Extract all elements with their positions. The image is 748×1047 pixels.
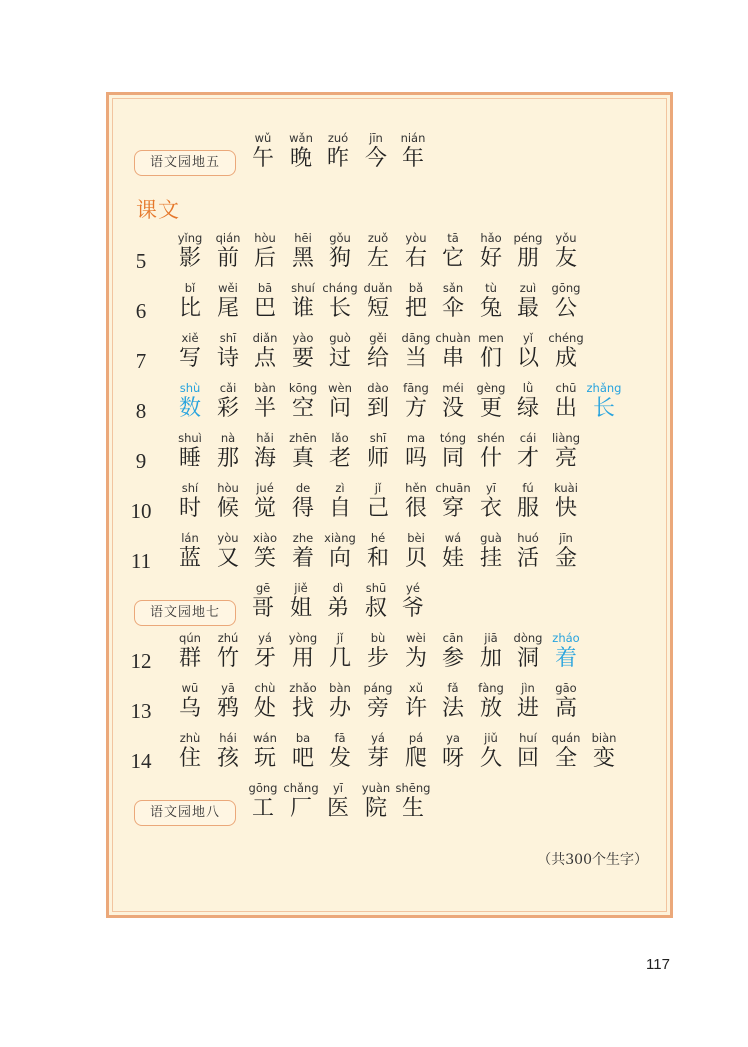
hanzi: 穿 bbox=[441, 496, 464, 521]
hanzi: 谁 bbox=[291, 296, 314, 321]
pinyin: xiào bbox=[252, 531, 278, 545]
pinyin: wèn bbox=[328, 381, 352, 395]
hanzi: 们 bbox=[479, 346, 502, 371]
pinyin: bàn bbox=[329, 681, 351, 695]
hanzi: 过 bbox=[328, 346, 351, 371]
hanzi: 医 bbox=[326, 796, 349, 821]
lesson-number: 12 bbox=[130, 649, 152, 673]
char-cell bbox=[548, 431, 584, 481]
pinyin: liàng bbox=[551, 431, 581, 445]
hanzi: 黑 bbox=[291, 246, 314, 271]
lesson-row bbox=[109, 481, 670, 531]
lesson-row bbox=[109, 431, 670, 481]
hanzi: 今 bbox=[364, 146, 387, 171]
pinyin: bàn bbox=[254, 381, 276, 395]
pinyin: wǔ bbox=[254, 131, 272, 145]
hanzi: 生 bbox=[401, 796, 424, 821]
hanzi: 姐 bbox=[289, 596, 312, 621]
hanzi: 没 bbox=[441, 396, 464, 421]
hanzi: 哥 bbox=[251, 596, 274, 621]
lesson-number: 13 bbox=[130, 699, 152, 723]
pinyin: dào bbox=[367, 381, 389, 395]
pinyin: fā bbox=[334, 731, 346, 745]
hanzi: 许 bbox=[404, 696, 427, 721]
pinyin: yòu bbox=[217, 531, 239, 545]
hanzi: 好 bbox=[479, 246, 502, 271]
char-cell-highlighted bbox=[548, 631, 584, 681]
hanzi: 鸦 bbox=[216, 696, 239, 721]
hanzi: 牙 bbox=[253, 646, 276, 671]
hanzi: 挂 bbox=[479, 546, 502, 571]
pinyin: qián bbox=[215, 231, 241, 245]
char-cell bbox=[395, 581, 431, 631]
hanzi: 以 bbox=[516, 346, 539, 371]
hanzi: 服 bbox=[516, 496, 539, 521]
hanzi: 空 bbox=[291, 396, 314, 421]
pinyin: gāo bbox=[555, 681, 577, 695]
hanzi: 己 bbox=[366, 496, 389, 521]
char-cell bbox=[548, 331, 584, 381]
pinyin: bā bbox=[257, 281, 273, 295]
pinyin: jiě bbox=[294, 581, 308, 595]
pinyin: dāng bbox=[401, 331, 431, 345]
hanzi: 彩 bbox=[216, 396, 239, 421]
pinyin: hái bbox=[219, 731, 237, 745]
pinyin: nián bbox=[400, 131, 426, 145]
pinyin: jiǔ bbox=[484, 731, 498, 745]
hanzi: 右 bbox=[404, 246, 427, 271]
pinyin: ya bbox=[446, 731, 460, 745]
hanzi: 叔 bbox=[364, 596, 387, 621]
pinyin: biàn bbox=[591, 731, 617, 745]
total-note: （共300个生字） bbox=[537, 852, 648, 868]
pinyin: hēi bbox=[294, 231, 312, 245]
pinyin: jìn bbox=[521, 681, 535, 695]
hanzi: 前 bbox=[216, 246, 239, 271]
hanzi: 友 bbox=[554, 246, 577, 271]
hanzi: 厂 bbox=[289, 796, 312, 821]
hanzi: 步 bbox=[366, 646, 389, 671]
hanzi: 问 bbox=[328, 396, 351, 421]
pinyin: hé bbox=[370, 531, 386, 545]
char-table-frame bbox=[106, 92, 673, 918]
pinyin: chéng bbox=[548, 331, 584, 345]
lesson-row bbox=[109, 531, 670, 581]
pinyin: zhú bbox=[217, 631, 239, 645]
pinyin: wǎn bbox=[289, 131, 313, 145]
hanzi: 加 bbox=[479, 646, 502, 671]
char-cell bbox=[395, 131, 431, 181]
hanzi: 吗 bbox=[404, 446, 427, 471]
hanzi: 那 bbox=[216, 446, 239, 471]
hanzi: 进 bbox=[516, 696, 539, 721]
pinyin: péng bbox=[513, 231, 543, 245]
pinyin: bǐ bbox=[184, 281, 196, 295]
pinyin: sǎn bbox=[442, 281, 464, 295]
pinyin: xiàng bbox=[324, 531, 356, 545]
hanzi: 影 bbox=[178, 246, 201, 271]
pinyin: zì bbox=[335, 481, 345, 495]
hanzi: 快 bbox=[554, 496, 577, 521]
hanzi: 长 bbox=[592, 396, 615, 421]
pinyin: dòng bbox=[513, 631, 543, 645]
hanzi: 狗 bbox=[328, 246, 351, 271]
pinyin: yuàn bbox=[361, 781, 391, 795]
section-title: 课文 bbox=[136, 198, 180, 222]
hanzi: 同 bbox=[441, 446, 464, 471]
hanzi: 兔 bbox=[479, 296, 502, 321]
hanzi: 才 bbox=[516, 446, 539, 471]
hanzi: 候 bbox=[216, 496, 239, 521]
pinyin: gōng bbox=[551, 281, 581, 295]
hanzi: 觉 bbox=[253, 496, 276, 521]
hanzi: 方 bbox=[404, 396, 427, 421]
pinyin: huí bbox=[519, 731, 537, 745]
pinyin: gěi bbox=[369, 331, 387, 345]
hanzi: 海 bbox=[253, 446, 276, 471]
hanzi: 晚 bbox=[289, 146, 312, 171]
hanzi: 后 bbox=[253, 246, 276, 271]
hanzi: 娃 bbox=[441, 546, 464, 571]
hanzi: 金 bbox=[554, 546, 577, 571]
hanzi: 睡 bbox=[178, 446, 201, 471]
char-cell bbox=[586, 731, 622, 781]
hanzi: 伞 bbox=[441, 296, 464, 321]
pinyin: zuó bbox=[327, 131, 349, 145]
pinyin: shuí bbox=[291, 281, 315, 295]
hanzi: 更 bbox=[479, 396, 502, 421]
hanzi: 半 bbox=[253, 396, 276, 421]
garden-badge: 语文园地八 bbox=[134, 800, 236, 826]
pinyin: wū bbox=[181, 681, 199, 695]
pinyin: fú bbox=[522, 481, 534, 495]
hanzi: 亮 bbox=[554, 446, 577, 471]
lesson-row bbox=[109, 281, 670, 331]
hanzi: 师 bbox=[366, 446, 389, 471]
pinyin: zuǒ bbox=[367, 231, 389, 245]
pinyin: yá bbox=[258, 631, 272, 645]
pinyin: dì bbox=[332, 581, 344, 595]
hanzi: 高 bbox=[554, 696, 577, 721]
hanzi: 群 bbox=[178, 646, 201, 671]
pinyin: huó bbox=[517, 531, 539, 545]
pinyin: jǐ bbox=[336, 631, 344, 645]
pinyin: lǜ bbox=[522, 381, 534, 395]
hanzi: 工 bbox=[251, 796, 274, 821]
hanzi: 爷 bbox=[401, 596, 424, 621]
pinyin: shén bbox=[477, 431, 505, 445]
pinyin: tóng bbox=[439, 431, 467, 445]
pinyin: ba bbox=[295, 731, 311, 745]
hanzi: 真 bbox=[291, 446, 314, 471]
pinyin: ma bbox=[406, 431, 426, 445]
hanzi: 笑 bbox=[253, 546, 276, 571]
hanzi: 向 bbox=[328, 546, 351, 571]
hanzi: 串 bbox=[441, 346, 464, 371]
pinyin: fāng bbox=[403, 381, 429, 395]
hanzi: 院 bbox=[364, 796, 387, 821]
pinyin: yī bbox=[485, 481, 496, 495]
pinyin: chuān bbox=[435, 481, 471, 495]
pinyin: gǒu bbox=[329, 231, 351, 245]
pinyin: kōng bbox=[288, 381, 318, 395]
garden-badge: 语文园地五 bbox=[134, 150, 236, 176]
pinyin: hòu bbox=[254, 231, 276, 245]
hanzi: 为 bbox=[404, 646, 427, 671]
pinyin: jué bbox=[256, 481, 274, 495]
pinyin: gèng bbox=[476, 381, 506, 395]
garden-row bbox=[109, 131, 670, 181]
hanzi: 点 bbox=[253, 346, 276, 371]
pinyin: duǎn bbox=[363, 281, 393, 295]
pinyin: wán bbox=[253, 731, 277, 745]
pinyin: fǎ bbox=[447, 681, 459, 695]
pinyin: shēng bbox=[395, 781, 431, 795]
hanzi: 找 bbox=[291, 696, 314, 721]
pinyin: shuì bbox=[178, 431, 202, 445]
lesson-number: 6 bbox=[135, 299, 147, 323]
lesson-number: 11 bbox=[130, 549, 152, 573]
hanzi: 着 bbox=[291, 546, 314, 571]
pinyin: jiā bbox=[484, 631, 498, 645]
pinyin: chuàn bbox=[435, 331, 471, 345]
pinyin: yòng bbox=[288, 631, 318, 645]
hanzi: 老 bbox=[328, 446, 351, 471]
hanzi: 很 bbox=[404, 496, 427, 521]
pinyin: hòu bbox=[217, 481, 239, 495]
pinyin: wá bbox=[444, 531, 462, 545]
pinyin: yǒu bbox=[555, 231, 577, 245]
pinyin: xiě bbox=[181, 331, 199, 345]
hanzi: 尾 bbox=[216, 296, 239, 321]
pinyin: wěi bbox=[218, 281, 238, 295]
pinyin: zhù bbox=[179, 731, 201, 745]
pinyin: bǎ bbox=[408, 281, 424, 295]
pinyin: hǎo bbox=[480, 231, 502, 245]
garden-row bbox=[109, 781, 670, 831]
hanzi: 左 bbox=[366, 246, 389, 271]
pinyin: yī bbox=[332, 781, 343, 795]
pinyin: qún bbox=[179, 631, 201, 645]
pinyin: jīn bbox=[369, 131, 383, 145]
pinyin: jǐ bbox=[374, 481, 382, 495]
pinyin: bèi bbox=[407, 531, 425, 545]
hanzi: 成 bbox=[554, 346, 577, 371]
hanzi: 久 bbox=[479, 746, 502, 771]
pinyin: chù bbox=[254, 681, 276, 695]
pinyin: bù bbox=[370, 631, 386, 645]
hanzi: 法 bbox=[441, 696, 464, 721]
pinyin: cǎi bbox=[219, 381, 237, 395]
hanzi: 吧 bbox=[291, 746, 314, 771]
hanzi: 几 bbox=[328, 646, 351, 671]
pinyin: diǎn bbox=[252, 331, 278, 345]
hanzi: 和 bbox=[366, 546, 389, 571]
hanzi: 玩 bbox=[253, 746, 276, 771]
pinyin: zhǎng bbox=[586, 381, 622, 395]
hanzi: 活 bbox=[516, 546, 539, 571]
garden-row bbox=[109, 581, 670, 631]
lesson-row bbox=[109, 731, 670, 781]
pinyin: quán bbox=[551, 731, 581, 745]
hanzi: 贝 bbox=[404, 546, 427, 571]
pinyin: yǐ bbox=[522, 331, 533, 345]
hanzi: 把 bbox=[404, 296, 427, 321]
hanzi: 住 bbox=[178, 746, 201, 771]
hanzi: 到 bbox=[366, 396, 389, 421]
pinyin: guà bbox=[480, 531, 502, 545]
hanzi: 当 bbox=[404, 346, 427, 371]
garden-badge: 语文园地七 bbox=[134, 600, 236, 626]
hanzi: 放 bbox=[479, 696, 502, 721]
char-cell bbox=[395, 781, 431, 831]
hanzi: 自 bbox=[328, 496, 351, 521]
hanzi: 处 bbox=[253, 696, 276, 721]
hanzi: 办 bbox=[328, 696, 351, 721]
hanzi: 写 bbox=[178, 346, 201, 371]
pinyin: zhe bbox=[292, 531, 314, 545]
hanzi: 回 bbox=[516, 746, 539, 771]
hanzi: 得 bbox=[291, 496, 314, 521]
lesson-number: 7 bbox=[135, 349, 147, 373]
pinyin: xǔ bbox=[408, 681, 424, 695]
pinyin: shī bbox=[369, 431, 387, 445]
lesson-row bbox=[109, 631, 670, 681]
hanzi: 旁 bbox=[366, 696, 389, 721]
pinyin: zháo bbox=[552, 631, 580, 645]
hanzi: 发 bbox=[328, 746, 351, 771]
hanzi: 朋 bbox=[516, 246, 539, 271]
hanzi: 乌 bbox=[178, 696, 201, 721]
hanzi: 昨 bbox=[326, 146, 349, 171]
hanzi: 用 bbox=[291, 646, 314, 671]
hanzi: 比 bbox=[178, 296, 201, 321]
pinyin: páng bbox=[363, 681, 393, 695]
pinyin: gē bbox=[255, 581, 271, 595]
hanzi: 爬 bbox=[404, 746, 427, 771]
hanzi: 公 bbox=[554, 296, 577, 321]
hanzi: 着 bbox=[554, 646, 577, 671]
char-cell bbox=[548, 281, 584, 331]
pinyin: wèi bbox=[406, 631, 426, 645]
hanzi: 全 bbox=[554, 746, 577, 771]
hanzi: 衣 bbox=[479, 496, 502, 521]
hanzi: 洞 bbox=[516, 646, 539, 671]
pinyin: zuì bbox=[519, 281, 537, 295]
hanzi: 出 bbox=[554, 396, 577, 421]
pinyin: yá bbox=[371, 731, 385, 745]
pinyin: hěn bbox=[405, 481, 427, 495]
hanzi: 巴 bbox=[253, 296, 276, 321]
pinyin: zhǎo bbox=[289, 681, 317, 695]
char-cell bbox=[548, 531, 584, 581]
char-cell bbox=[548, 481, 584, 531]
page-number: 117 bbox=[646, 956, 670, 973]
lesson-row bbox=[109, 331, 670, 381]
hanzi: 参 bbox=[441, 646, 464, 671]
hanzi: 给 bbox=[366, 346, 389, 371]
hanzi: 变 bbox=[592, 746, 615, 771]
pinyin: tù bbox=[485, 281, 497, 295]
hanzi: 弟 bbox=[326, 596, 349, 621]
pinyin: chū bbox=[555, 381, 577, 395]
char-cell-highlighted bbox=[586, 381, 622, 431]
hanzi: 芽 bbox=[366, 746, 389, 771]
pinyin: chǎng bbox=[283, 781, 319, 795]
pinyin: fàng bbox=[478, 681, 504, 695]
pinyin: lán bbox=[181, 531, 199, 545]
hanzi: 绿 bbox=[516, 396, 539, 421]
pinyin: cháng bbox=[322, 281, 358, 295]
lesson-row bbox=[109, 381, 670, 431]
pinyin: tā bbox=[447, 231, 459, 245]
pinyin: lǎo bbox=[331, 431, 349, 445]
pinyin: nà bbox=[220, 431, 236, 445]
pinyin: yào bbox=[292, 331, 314, 345]
char-cell bbox=[548, 231, 584, 281]
char-cell bbox=[548, 681, 584, 731]
pinyin: shī bbox=[219, 331, 237, 345]
lesson-number: 14 bbox=[130, 749, 152, 773]
lesson-row bbox=[109, 681, 670, 731]
pinyin: shū bbox=[365, 581, 387, 595]
pinyin: shí bbox=[181, 481, 199, 495]
hanzi: 诗 bbox=[216, 346, 239, 371]
pinyin: zhēn bbox=[289, 431, 317, 445]
hanzi: 数 bbox=[178, 396, 201, 421]
pinyin: méi bbox=[442, 381, 464, 395]
pinyin: yé bbox=[406, 581, 420, 595]
lesson-number: 9 bbox=[135, 449, 147, 473]
pinyin: guò bbox=[329, 331, 351, 345]
lesson-number: 10 bbox=[130, 499, 152, 523]
pinyin: shù bbox=[179, 381, 201, 395]
pinyin: hǎi bbox=[256, 431, 274, 445]
pinyin: cān bbox=[442, 631, 464, 645]
hanzi: 它 bbox=[441, 246, 464, 271]
lesson-row bbox=[109, 231, 670, 281]
hanzi: 孩 bbox=[216, 746, 239, 771]
lesson-number: 5 bbox=[135, 249, 147, 273]
hanzi: 最 bbox=[516, 296, 539, 321]
pinyin: pá bbox=[408, 731, 424, 745]
pinyin: de bbox=[295, 481, 311, 495]
hanzi: 要 bbox=[291, 346, 314, 371]
pinyin: men bbox=[478, 331, 504, 345]
hanzi: 蓝 bbox=[178, 546, 201, 571]
pinyin: cái bbox=[519, 431, 537, 445]
hanzi: 长 bbox=[328, 296, 351, 321]
hanzi: 年 bbox=[401, 146, 424, 171]
hanzi: 什 bbox=[479, 446, 502, 471]
pinyin: jīn bbox=[559, 531, 573, 545]
pinyin: yòu bbox=[405, 231, 427, 245]
pinyin: kuài bbox=[554, 481, 578, 495]
hanzi: 午 bbox=[251, 146, 274, 171]
hanzi: 呀 bbox=[441, 746, 464, 771]
hanzi: 竹 bbox=[216, 646, 239, 671]
hanzi: 又 bbox=[216, 546, 239, 571]
pinyin: yǐng bbox=[177, 231, 203, 245]
pinyin: gōng bbox=[248, 781, 278, 795]
pinyin: yā bbox=[221, 681, 235, 695]
lesson-number: 8 bbox=[135, 399, 147, 423]
hanzi: 短 bbox=[366, 296, 389, 321]
hanzi: 时 bbox=[178, 496, 201, 521]
